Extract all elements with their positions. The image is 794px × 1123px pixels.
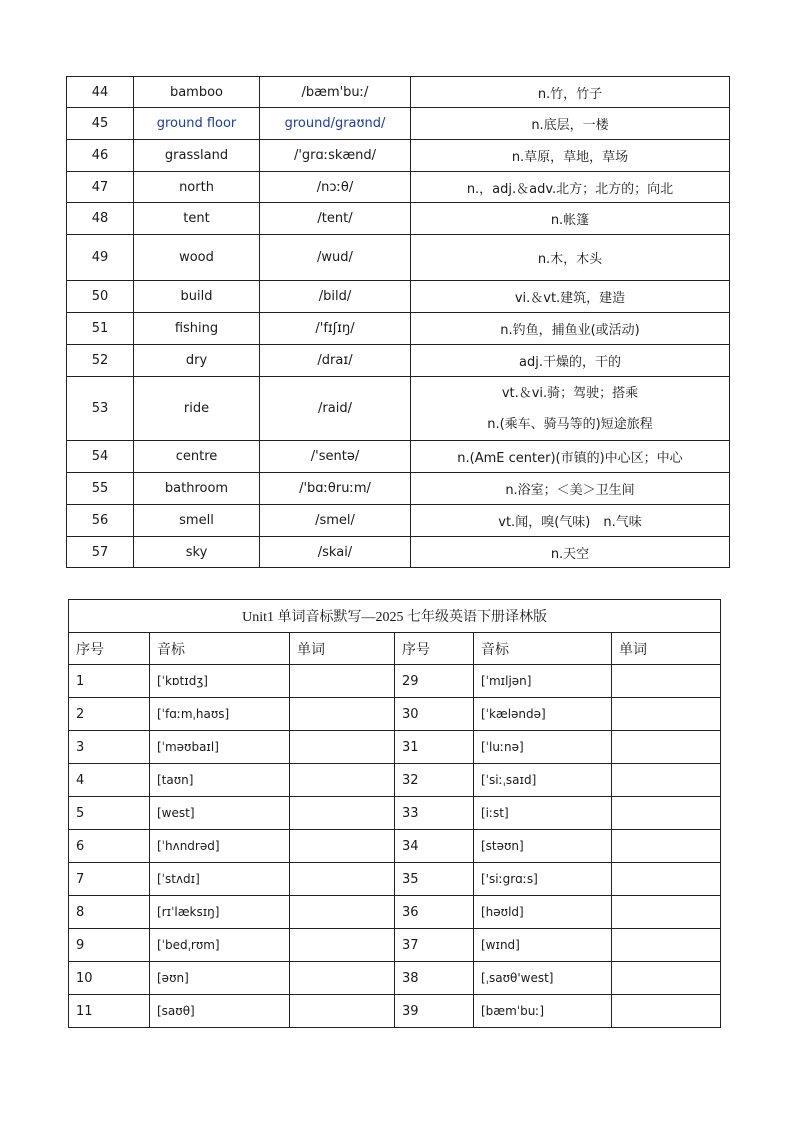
row-number: 10 [69, 962, 150, 995]
word-blank[interactable] [290, 830, 395, 863]
vocabulary-table [66, 76, 730, 568]
phonetic-cell: [bæmˈbuː] [474, 995, 612, 1028]
word-blank[interactable] [290, 995, 395, 1028]
phonetic-cell: [ˈmɪljən] [474, 665, 612, 698]
vocab-number: 52 [67, 345, 134, 377]
phonetic-cell: [rɪˈlæksɪŋ] [150, 896, 290, 929]
vocab-number: 46 [67, 140, 134, 172]
vocab-meaning-line: n.钓鱼，捕鱼业(或活动) [500, 323, 640, 338]
phonetic-cell: [ˈbedˌrʊm] [150, 929, 290, 962]
vocab-phonetic: /'bɑːθruːm/ [260, 473, 411, 505]
dictation-row [69, 698, 721, 731]
row-number: 1 [69, 665, 150, 698]
vocab-phonetic: /'sentə/ [260, 441, 411, 473]
vocab-word: north [134, 172, 260, 203]
row-number: 30 [395, 698, 474, 731]
vocab-phonetic: /draɪ/ [260, 345, 411, 377]
vocab-meaning [411, 377, 730, 441]
dictation-row [69, 995, 721, 1028]
phonetic-cell: [taʊn] [150, 764, 290, 797]
vocab-row [67, 473, 730, 505]
row-number: 2 [69, 698, 150, 731]
vocab-word: bathroom [134, 473, 260, 505]
vocab-meaning [411, 473, 730, 505]
phonetic-cell: [west] [150, 797, 290, 830]
row-number: 8 [69, 896, 150, 929]
phonetic-cell: [ˈməʊbaɪl] [150, 731, 290, 764]
phonetic-cell: [ˈluːnə] [474, 731, 612, 764]
vocab-phonetic: ground/graʊnd/ [260, 108, 411, 140]
word-blank[interactable] [290, 896, 395, 929]
vocab-row [67, 235, 730, 281]
vocab-number: 56 [67, 505, 134, 537]
row-number: 36 [395, 896, 474, 929]
word-blank[interactable] [290, 962, 395, 995]
vocab-row [67, 172, 730, 203]
vocab-meaning [411, 281, 730, 313]
row-number: 7 [69, 863, 150, 896]
dictation-row [69, 665, 721, 698]
dictation-row [69, 764, 721, 797]
vocab-row [67, 377, 730, 441]
row-number: 11 [69, 995, 150, 1028]
vocab-meaning [411, 537, 730, 568]
row-number: 29 [395, 665, 474, 698]
word-blank[interactable] [290, 731, 395, 764]
vocab-word: ride [134, 377, 260, 441]
vocab-meaning-line: n.(乘车、骑马等的)短途旅程 [487, 416, 653, 432]
phonetic-cell: [wɪnd] [474, 929, 612, 962]
vocab-meaning-line: n.天空 [550, 546, 590, 562]
vocab-meaning-line: adj.干燥的，干的 [519, 355, 621, 370]
row-number: 33 [395, 797, 474, 830]
vocab-meaning-line: vi.＆vt.建筑，建造 [514, 291, 626, 306]
vocab-meaning [411, 140, 730, 172]
word-blank[interactable] [612, 797, 721, 830]
vocab-meaning [411, 441, 730, 473]
vocab-phonetic: /skai/ [260, 537, 411, 568]
dictation-row [69, 731, 721, 764]
vocab-number: 44 [67, 77, 134, 108]
phonetic-cell: [ˈfɑːmˌhaʊs] [150, 698, 290, 731]
word-blank[interactable] [612, 896, 721, 929]
word-blank[interactable] [612, 830, 721, 863]
word-blank[interactable] [290, 929, 395, 962]
row-number: 4 [69, 764, 150, 797]
vocab-row [67, 505, 730, 537]
phonetic-cell: [həʊld] [474, 896, 612, 929]
phonetic-cell: [stəʊn] [474, 830, 612, 863]
word-blank[interactable] [290, 698, 395, 731]
vocab-meaning-line: n.草原，草地，草场 [511, 150, 629, 165]
vocab-phonetic: /bæm'buː/ [260, 77, 411, 108]
vocab-meaning [411, 172, 730, 203]
vocab-word: tent [134, 203, 260, 235]
dictation-row [69, 797, 721, 830]
vocab-word: dry [134, 345, 260, 377]
vocab-row [67, 108, 730, 140]
vocab-meaning-line: vt.闻，嗅(气味) n.气味 [498, 515, 642, 530]
phonetic-cell: [ˈhʌndrəd] [150, 830, 290, 863]
vocab-meaning [411, 108, 730, 140]
row-number: 39 [395, 995, 474, 1028]
row-number: 34 [395, 830, 474, 863]
vocab-meaning-line: n.，adj.＆adv.北方；北方的；向北 [466, 181, 674, 197]
vocab-meaning [411, 235, 730, 281]
phonetic-cell: ['siːgrɑːs] [474, 863, 612, 896]
vocab-row [67, 203, 730, 235]
row-number: 35 [395, 863, 474, 896]
vocab-phonetic: /bild/ [260, 281, 411, 313]
vocab-word: build [134, 281, 260, 313]
vocab-number: 51 [67, 313, 134, 345]
word-blank[interactable] [612, 995, 721, 1028]
phonetic-cell: [ˈkæləndə] [474, 698, 612, 731]
phonetic-cell: [əʊn] [150, 962, 290, 995]
vocab-number: 54 [67, 441, 134, 473]
vocab-word: wood [134, 235, 260, 281]
vocab-row [67, 345, 730, 377]
word-blank[interactable] [290, 764, 395, 797]
vocab-word: grassland [134, 140, 260, 172]
vocab-row [67, 281, 730, 313]
row-number: 6 [69, 830, 150, 863]
word-blank[interactable] [290, 797, 395, 830]
word-blank[interactable] [612, 665, 721, 698]
phonetic-cell: [ˈstʌdɪ] [150, 863, 290, 896]
dictation-row [69, 863, 721, 896]
row-number: 37 [395, 929, 474, 962]
header-number: 序号 [395, 633, 474, 665]
vocab-word: fishing [134, 313, 260, 345]
vocab-phonetic: /'grɑːskænd/ [260, 140, 411, 172]
word-blank[interactable] [290, 665, 395, 698]
row-number: 31 [395, 731, 474, 764]
dictation-row [69, 929, 721, 962]
vocab-meaning-line: n.底层，一楼 [531, 118, 609, 133]
phonetic-cell: [saʊθ] [150, 995, 290, 1028]
row-number: 3 [69, 731, 150, 764]
vocab-meaning-line: n.浴室；＜美＞卫生间 [505, 483, 635, 498]
vocab-row [67, 537, 730, 568]
vocab-row [67, 441, 730, 473]
vocab-phonetic: /smel/ [260, 505, 411, 537]
phonetic-cell: [ˈsiːˌsaɪd] [474, 764, 612, 797]
vocab-number: 47 [67, 172, 134, 203]
word-blank[interactable] [612, 929, 721, 962]
header-number: 序号 [69, 633, 150, 665]
word-blank[interactable] [612, 863, 721, 896]
dictation-row [69, 896, 721, 929]
word-blank[interactable] [612, 962, 721, 995]
vocab-row [67, 77, 730, 108]
row-number: 32 [395, 764, 474, 797]
vocab-meaning-line: n.木，木头 [537, 252, 603, 267]
vocab-phonetic: /nɔːθ/ [260, 172, 411, 203]
header-phonetic: 音标 [150, 633, 290, 665]
vocab-number: 55 [67, 473, 134, 505]
word-blank[interactable] [290, 863, 395, 896]
vocab-word: bamboo [134, 77, 260, 108]
vocab-row [67, 140, 730, 172]
dictation-table [68, 599, 721, 1028]
vocab-meaning [411, 345, 730, 377]
dictation-row [69, 962, 721, 995]
vocab-row [67, 313, 730, 345]
vocab-phonetic: /tent/ [260, 203, 411, 235]
row-number: 5 [69, 797, 150, 830]
vocab-number: 50 [67, 281, 134, 313]
vocab-phonetic: /raid/ [260, 377, 411, 441]
vocab-meaning [411, 203, 730, 235]
vocab-number: 57 [67, 537, 134, 568]
header-word: 单词 [612, 633, 721, 665]
vocab-number: 45 [67, 108, 134, 140]
phonetic-cell: [iːst] [474, 797, 612, 830]
word-blank[interactable] [612, 698, 721, 731]
vocab-meaning-line: n.帐篷 [550, 213, 590, 228]
word-blank[interactable] [612, 731, 721, 764]
row-number: 38 [395, 962, 474, 995]
phonetic-cell: [ˈkɒtɪdʒ] [150, 665, 290, 698]
vocab-word: smell [134, 505, 260, 537]
vocab-meaning-line: vt.＆vi.骑；驾驶；搭乘 [501, 385, 639, 401]
vocab-phonetic: /wud/ [260, 235, 411, 281]
dictation-row [69, 830, 721, 863]
dictation-title: Unit1 单词音标默写—2025 七年级英语下册译林版 [69, 600, 721, 633]
vocab-word: ground floor [134, 108, 260, 140]
phonetic-cell: [ˌsaʊθ'west] [474, 962, 612, 995]
vocab-meaning [411, 313, 730, 345]
vocab-number: 53 [67, 377, 134, 441]
vocab-meaning [411, 77, 730, 108]
vocab-word: centre [134, 441, 260, 473]
header-phonetic: 音标 [474, 633, 612, 665]
vocab-meaning-line: n.(AmE center)(市镇的)中心区；中心 [457, 451, 683, 466]
row-number: 9 [69, 929, 150, 962]
header-word: 单词 [290, 633, 395, 665]
vocab-meaning-line: n.竹，竹子 [537, 86, 603, 102]
vocab-phonetic: /'fɪʃɪŋ/ [260, 313, 411, 345]
vocab-number: 49 [67, 235, 134, 281]
vocab-word: sky [134, 537, 260, 568]
vocab-meaning [411, 505, 730, 537]
word-blank[interactable] [612, 764, 721, 797]
vocab-number: 48 [67, 203, 134, 235]
